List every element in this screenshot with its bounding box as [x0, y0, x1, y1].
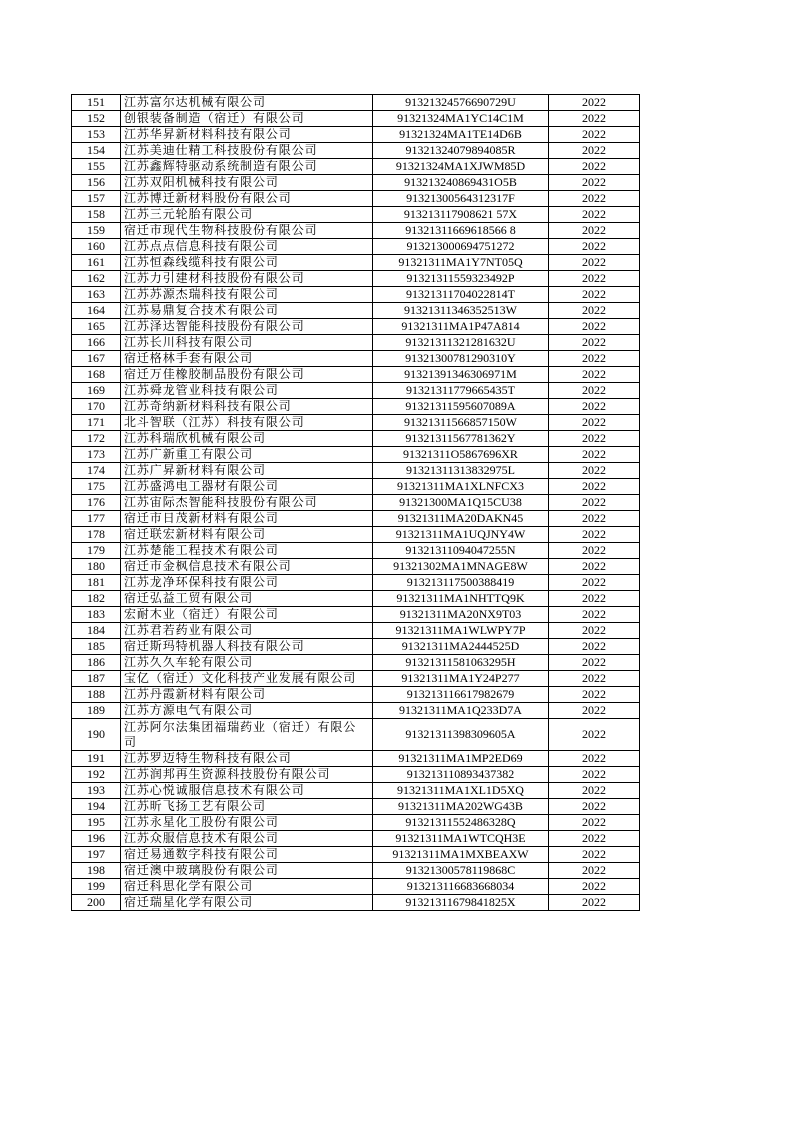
row-number: 172	[72, 431, 121, 447]
table-row	[72, 303, 640, 319]
row-number: 155	[72, 159, 121, 175]
year: 2022	[549, 815, 640, 831]
table-row	[72, 479, 640, 495]
year: 2022	[549, 719, 640, 751]
year: 2022	[549, 239, 640, 255]
credit-code: 91321311O5867696XR	[373, 447, 549, 463]
row-number: 190	[72, 719, 121, 751]
company-name: 宿迁市金枫信息技术有限公司	[121, 559, 373, 575]
table-row	[72, 399, 640, 415]
row-number: 182	[72, 591, 121, 607]
year: 2022	[549, 767, 640, 783]
row-number: 162	[72, 271, 121, 287]
company-name: 江苏恒森线缆科技有限公司	[121, 255, 373, 271]
row-number: 198	[72, 863, 121, 879]
table-row	[72, 703, 640, 719]
row-number: 186	[72, 655, 121, 671]
row-number: 160	[72, 239, 121, 255]
company-name: 江苏广昇新材料有限公司	[121, 463, 373, 479]
credit-code: 91321311321281632U	[373, 335, 549, 351]
company-name: 江苏舜龙管业科技有限公司	[121, 383, 373, 399]
credit-code: 91321311MA202WG43B	[373, 799, 549, 815]
row-number: 181	[72, 575, 121, 591]
credit-code: 91321311MA1P47A814	[373, 319, 549, 335]
company-name: 江苏美迪仕精工科技股份有限公司	[121, 143, 373, 159]
table-row	[72, 383, 640, 399]
company-name: 江苏富尔达机械有限公司	[121, 95, 373, 111]
table-row	[72, 111, 640, 127]
year: 2022	[549, 111, 640, 127]
year: 2022	[549, 143, 640, 159]
table-row	[72, 159, 640, 175]
company-name: 江苏易鼎复合技术有限公司	[121, 303, 373, 319]
row-number: 185	[72, 639, 121, 655]
company-name: 江苏罗迈特生物科技有限公司	[121, 751, 373, 767]
credit-code: 91321311MA1WLWPY7P	[373, 623, 549, 639]
company-name: 创银装备制造（宿迁）有限公司	[121, 111, 373, 127]
table-row	[72, 751, 640, 767]
credit-code: 91321311MA1MXBEAXW	[373, 847, 549, 863]
table-row	[72, 671, 640, 687]
row-number: 171	[72, 415, 121, 431]
year: 2022	[549, 223, 640, 239]
table-row	[72, 127, 640, 143]
row-number: 161	[72, 255, 121, 271]
row-number: 157	[72, 191, 121, 207]
company-name: 江苏丹霞新材料有限公司	[121, 687, 373, 703]
credit-code: 91321311566857150W	[373, 415, 549, 431]
credit-code: 913213116617982679	[373, 687, 549, 703]
credit-code: 91321311581063295H	[373, 655, 549, 671]
table-row	[72, 351, 640, 367]
row-number: 170	[72, 399, 121, 415]
credit-code: 913213117908621 57X	[373, 207, 549, 223]
table-row	[72, 463, 640, 479]
year: 2022	[549, 255, 640, 271]
table-row	[72, 559, 640, 575]
company-name: 宿迁易通数字科技有限公司	[121, 847, 373, 863]
credit-code: 91321300578119868C	[373, 863, 549, 879]
credit-code: 91321311567781362Y	[373, 431, 549, 447]
row-number: 200	[72, 895, 121, 911]
credit-code: 91321324576690729U	[373, 95, 549, 111]
credit-code: 913213116683668034	[373, 879, 549, 895]
table-row	[72, 511, 640, 527]
row-number: 173	[72, 447, 121, 463]
company-name: 江苏科瑞欣机械有限公司	[121, 431, 373, 447]
table-row	[72, 431, 640, 447]
company-name: 北斗智联（江苏）科技有限公司	[121, 415, 373, 431]
credit-code: 91321311MA2444525D	[373, 639, 549, 655]
row-number: 168	[72, 367, 121, 383]
credit-code: 913213240869431O5B	[373, 175, 549, 191]
company-name: 江苏阿尔法集团福瑞药业（宿迁）有限公司	[121, 719, 373, 751]
credit-code: 91321311779665435T	[373, 383, 549, 399]
company-name: 宿迁斯玛特机器人科技有限公司	[121, 639, 373, 655]
year: 2022	[549, 287, 640, 303]
year: 2022	[549, 559, 640, 575]
year: 2022	[549, 639, 640, 655]
table-row	[72, 575, 640, 591]
company-name: 江苏鑫辉特驱动系统制造有限公司	[121, 159, 373, 175]
table-row	[72, 815, 640, 831]
table-row	[72, 687, 640, 703]
row-number: 153	[72, 127, 121, 143]
row-number: 154	[72, 143, 121, 159]
company-name: 江苏广新重工有限公司	[121, 447, 373, 463]
table-row	[72, 863, 640, 879]
credit-code: 91321311MA1Y24P277	[373, 671, 549, 687]
credit-code: 913213117500388419	[373, 575, 549, 591]
year: 2022	[549, 783, 640, 799]
company-name: 宝亿（宿迁）文化科技产业发展有限公司	[121, 671, 373, 687]
row-number: 169	[72, 383, 121, 399]
company-name: 江苏华昇新材料科技有限公司	[121, 127, 373, 143]
year: 2022	[549, 191, 640, 207]
row-number: 192	[72, 767, 121, 783]
credit-code: 91321311552486328Q	[373, 815, 549, 831]
table-row	[72, 895, 640, 911]
credit-code: 91321324MA1YC14C1M	[373, 111, 549, 127]
year: 2022	[549, 175, 640, 191]
company-name: 江苏宙际杰智能科技股份有限公司	[121, 495, 373, 511]
company-name: 江苏久久车轮有限公司	[121, 655, 373, 671]
company-name: 江苏泽达智能科技股份有限公司	[121, 319, 373, 335]
year: 2022	[549, 335, 640, 351]
company-name: 江苏苏源杰瑞科技有限公司	[121, 287, 373, 303]
table-row	[72, 335, 640, 351]
credit-code: 91321311MA20DAKN45	[373, 511, 549, 527]
row-number: 194	[72, 799, 121, 815]
row-number: 178	[72, 527, 121, 543]
company-name: 宿迁格林手套有限公司	[121, 351, 373, 367]
year: 2022	[549, 495, 640, 511]
year: 2022	[549, 431, 640, 447]
table-row	[72, 271, 640, 287]
company-name: 江苏博迁新材料股份有限公司	[121, 191, 373, 207]
year: 2022	[549, 831, 640, 847]
company-name: 江苏力引建材科技股份有限公司	[121, 271, 373, 287]
company-name: 江苏楚能工程技术有限公司	[121, 543, 373, 559]
year: 2022	[549, 703, 640, 719]
row-number: 188	[72, 687, 121, 703]
table-row	[72, 255, 640, 271]
credit-code: 913213000694751272	[373, 239, 549, 255]
credit-code: 913213110893437382	[373, 767, 549, 783]
table-row	[72, 591, 640, 607]
table-row	[72, 623, 640, 639]
credit-code: 91321311679841825X	[373, 895, 549, 911]
row-number: 158	[72, 207, 121, 223]
credit-code: 91321324079894085R	[373, 143, 549, 159]
company-name: 宿迁万佳橡胶制品股份有限公司	[121, 367, 373, 383]
company-name: 宿迁联宏新材料有限公司	[121, 527, 373, 543]
table-row	[72, 543, 640, 559]
credit-code: 91321311313832975L	[373, 463, 549, 479]
company-name: 江苏点点信息科技有限公司	[121, 239, 373, 255]
company-name: 宿迁弘益工贸有限公司	[121, 591, 373, 607]
row-number: 165	[72, 319, 121, 335]
year: 2022	[549, 895, 640, 911]
table-row	[72, 207, 640, 223]
credit-code: 91321391346306971M	[373, 367, 549, 383]
table-row	[72, 847, 640, 863]
year: 2022	[549, 351, 640, 367]
table-row	[72, 799, 640, 815]
credit-code: 91321311346352513W	[373, 303, 549, 319]
row-number: 189	[72, 703, 121, 719]
year: 2022	[549, 591, 640, 607]
year: 2022	[549, 303, 640, 319]
company-name: 江苏奇纳新材料科技有限公司	[121, 399, 373, 415]
credit-code: 91321311MA1WTCQH3E	[373, 831, 549, 847]
table-row	[72, 447, 640, 463]
year: 2022	[549, 847, 640, 863]
table-row	[72, 879, 640, 895]
row-number: 193	[72, 783, 121, 799]
table-body	[72, 95, 640, 911]
table-row	[72, 287, 640, 303]
row-number: 151	[72, 95, 121, 111]
row-number: 176	[72, 495, 121, 511]
company-name: 江苏昕飞扬工艺有限公司	[121, 799, 373, 815]
table-row	[72, 767, 640, 783]
company-name: 江苏永星化工股份有限公司	[121, 815, 373, 831]
row-number: 152	[72, 111, 121, 127]
credit-code: 91321311MA1UQJNY4W	[373, 527, 549, 543]
row-number: 184	[72, 623, 121, 639]
company-name: 江苏盛鸿电工器材有限公司	[121, 479, 373, 495]
year: 2022	[549, 543, 640, 559]
year: 2022	[549, 527, 640, 543]
year: 2022	[549, 127, 640, 143]
year: 2022	[549, 479, 640, 495]
year: 2022	[549, 159, 640, 175]
year: 2022	[549, 863, 640, 879]
company-name: 宏耐木业（宿迁）有限公司	[121, 607, 373, 623]
year: 2022	[549, 207, 640, 223]
table-row	[72, 719, 640, 751]
year: 2022	[549, 95, 640, 111]
year: 2022	[549, 671, 640, 687]
credit-code: 91321311MA20NX9T03	[373, 607, 549, 623]
credit-code: 91321311669618566 8	[373, 223, 549, 239]
year: 2022	[549, 575, 640, 591]
row-number: 195	[72, 815, 121, 831]
credit-code: 91321311559323492P	[373, 271, 549, 287]
table-row	[72, 415, 640, 431]
year: 2022	[549, 623, 640, 639]
credit-code: 91321311MA1Q233D7A	[373, 703, 549, 719]
company-name: 宿迁瑞星化学有限公司	[121, 895, 373, 911]
row-number: 180	[72, 559, 121, 575]
year: 2022	[549, 383, 640, 399]
company-name: 江苏龙净环保科技有限公司	[121, 575, 373, 591]
company-name: 宿迁市现代生物科技股份有限公司	[121, 223, 373, 239]
credit-code: 91321311MA1XLNFCX3	[373, 479, 549, 495]
year: 2022	[549, 751, 640, 767]
credit-code: 91321311MA1MP2ED69	[373, 751, 549, 767]
table-row	[72, 783, 640, 799]
company-name: 江苏双阳机械科技有限公司	[121, 175, 373, 191]
credit-code: 91321302MA1MNAGE8W	[373, 559, 549, 575]
table-row	[72, 527, 640, 543]
company-name: 江苏君若药业有限公司	[121, 623, 373, 639]
row-number: 177	[72, 511, 121, 527]
year: 2022	[549, 607, 640, 623]
credit-code: 91321311094047255N	[373, 543, 549, 559]
row-number: 187	[72, 671, 121, 687]
year: 2022	[549, 319, 640, 335]
company-name: 江苏润邦再生资源科技股份有限公司	[121, 767, 373, 783]
year: 2022	[549, 879, 640, 895]
row-number: 163	[72, 287, 121, 303]
table-row	[72, 639, 640, 655]
company-name: 江苏方源电气有限公司	[121, 703, 373, 719]
table-row	[72, 191, 640, 207]
company-name: 江苏众服信息技术有限公司	[121, 831, 373, 847]
credit-code: 91321311MA1Y7NT05Q	[373, 255, 549, 271]
table-row	[72, 239, 640, 255]
row-number: 191	[72, 751, 121, 767]
credit-code: 91321311MA1NHTTQ9K	[373, 591, 549, 607]
year: 2022	[549, 511, 640, 527]
row-number: 166	[72, 335, 121, 351]
credit-code: 91321300564312317F	[373, 191, 549, 207]
row-number: 179	[72, 543, 121, 559]
row-number: 183	[72, 607, 121, 623]
row-number: 159	[72, 223, 121, 239]
table-row	[72, 143, 640, 159]
table-row	[72, 223, 640, 239]
row-number: 199	[72, 879, 121, 895]
table-row	[72, 607, 640, 623]
row-number: 167	[72, 351, 121, 367]
row-number: 164	[72, 303, 121, 319]
year: 2022	[549, 367, 640, 383]
table-row	[72, 319, 640, 335]
credit-code: 91321324MA1TE14D6B	[373, 127, 549, 143]
year: 2022	[549, 271, 640, 287]
credit-code: 91321311595607089A	[373, 399, 549, 415]
company-name: 江苏心悦诚服信息技术有限公司	[121, 783, 373, 799]
year: 2022	[549, 687, 640, 703]
table-row	[72, 831, 640, 847]
credit-code: 91321311MA1XL1D5XQ	[373, 783, 549, 799]
table-row	[72, 495, 640, 511]
enterprise-table	[71, 94, 640, 911]
year: 2022	[549, 415, 640, 431]
credit-code: 91321300MA1Q15CU38	[373, 495, 549, 511]
credit-code: 91321311704022814T	[373, 287, 549, 303]
company-name: 宿迁市日茂新材料有限公司	[121, 511, 373, 527]
company-name: 宿迁科思化学有限公司	[121, 879, 373, 895]
credit-code: 91321324MA1XJWM85D	[373, 159, 549, 175]
row-number: 197	[72, 847, 121, 863]
year: 2022	[549, 799, 640, 815]
table-row	[72, 175, 640, 191]
table-row	[72, 95, 640, 111]
row-number: 196	[72, 831, 121, 847]
company-name: 江苏长川科技有限公司	[121, 335, 373, 351]
company-name: 宿迁澳中玻璃股份有限公司	[121, 863, 373, 879]
year: 2022	[549, 463, 640, 479]
credit-code: 91321311398309605A	[373, 719, 549, 751]
year: 2022	[549, 399, 640, 415]
year: 2022	[549, 655, 640, 671]
row-number: 174	[72, 463, 121, 479]
table-row	[72, 367, 640, 383]
table-row	[72, 655, 640, 671]
year: 2022	[549, 447, 640, 463]
company-name: 江苏三元轮胎有限公司	[121, 207, 373, 223]
row-number: 175	[72, 479, 121, 495]
row-number: 156	[72, 175, 121, 191]
credit-code: 91321300781290310Y	[373, 351, 549, 367]
